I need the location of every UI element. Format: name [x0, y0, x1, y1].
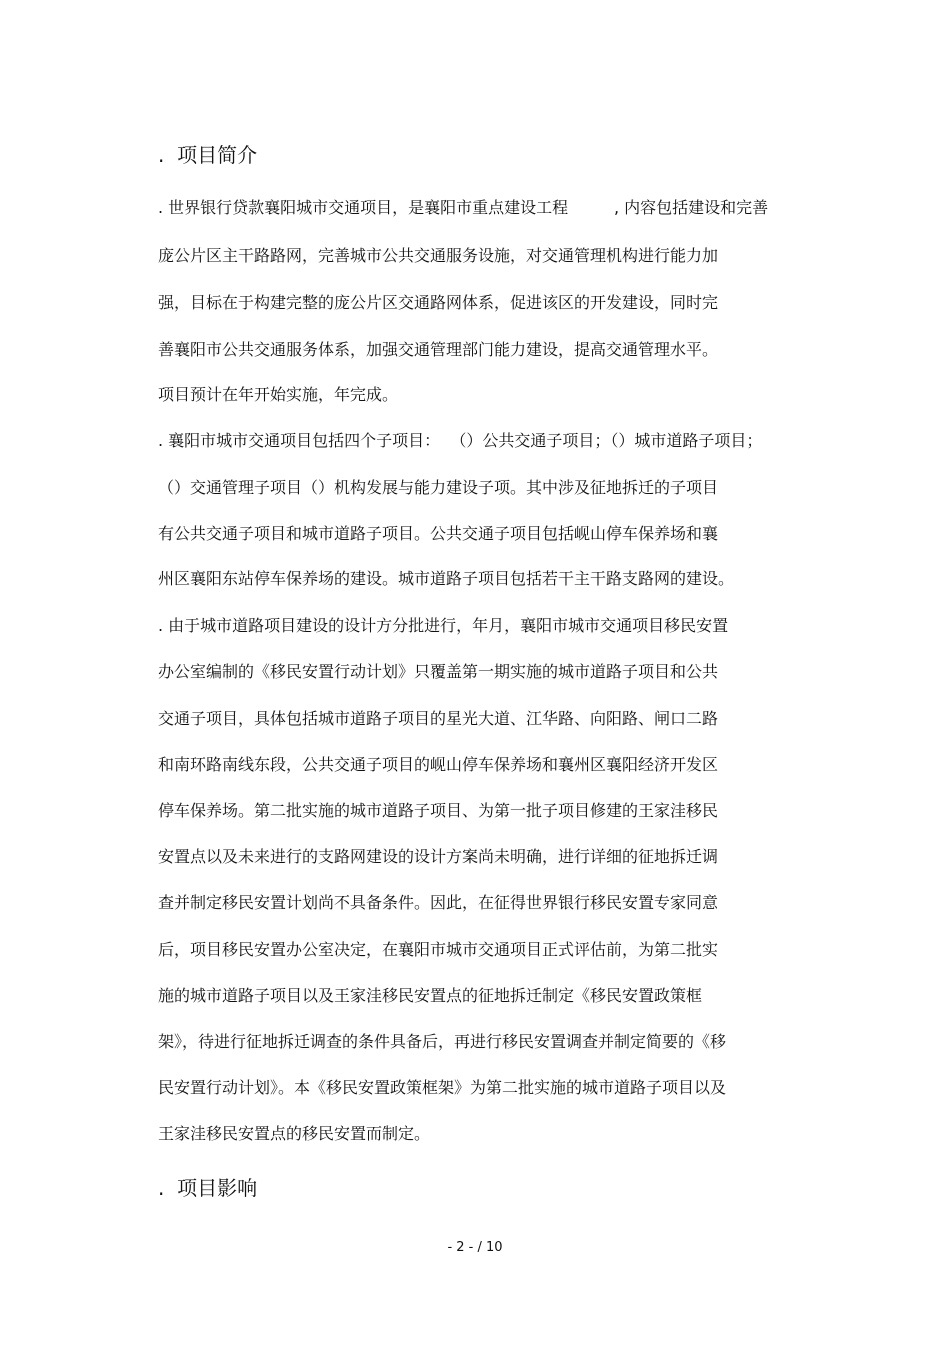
paragraph-line: （）交通管理子项目（）机构发展与能力建设子项。其中涉及征地拆迁的子项目 [158, 478, 719, 497]
paragraph-line: 民安置行动计划》。本《移民安置政策框架》为第二批实施的城市道路子项目以及 [158, 1078, 727, 1097]
paragraph-line: 停车保养场。第二批实施的城市道路子项目、为第一批子项目修建的王家洼移民 [158, 801, 719, 820]
paragraph-line: 安置点以及未来进行的支路网建设的设计方案尚未明确，进行详细的征地拆迁调 [158, 847, 719, 866]
section-heading-project-intro: . 项目简介 [158, 143, 258, 167]
paragraph-line: 查并制定移民安置计划尚不具备条件。因此，在征得世界银行移民安置专家同意 [158, 893, 719, 912]
paragraph-line: 强，目标在于构建完整的庞公片区交通路网体系，促进该区的开发建设，同时完 [158, 293, 719, 312]
paragraph-line: 办公室编制的《移民安置行动计划》只覆盖第一期实施的城市道路子项目和公共 [158, 662, 719, 681]
paragraph-line: 庞公片区主干路路网，完善城市公共交通服务设施，对交通管理机构进行能力加 [158, 246, 719, 265]
paragraph-line: 架》，待进行征地拆迁调查的条件具备后，再进行移民安置调查并制定简要的《移 [158, 1032, 727, 1051]
paragraph-line: 施的城市道路子项目以及王家洼移民安置点的征地拆迁制定《移民安置政策框 [158, 986, 703, 1005]
paragraph-line: . 由于城市道路项目建设的设计方分批进行，年月，襄阳市城市交通项目移民安置 [158, 616, 729, 635]
paragraph-line: 交通子项目，具体包括城市道路子项目的星光大道、江华路、向阳路、闸口二路 [158, 709, 719, 728]
paragraph-line: 后，项目移民安置办公室决定，在襄阳市城市交通项目正式评估前，为第二批实 [158, 940, 719, 959]
paragraph-line: 和南环路南线东段，公共交通子项目的岘山停车保养场和襄州区襄阳经济开发区 [158, 755, 719, 774]
paragraph-line: 王家洼移民安置点的移民安置而制定。 [158, 1124, 431, 1143]
paragraph-line: 有公共交通子项目和城市道路子项目。公共交通子项目包括岘山停车保养场和襄 [158, 524, 719, 543]
paragraph-line: 善襄阳市公共交通服务体系，加强交通管理部门能力建设，提高交通管理水平。 [158, 340, 719, 359]
paragraph-line: 项目预计在年开始实施，年完成。 [158, 385, 399, 404]
paragraph-line: 州区襄阳东站停车保养场的建设。城市道路子项目包括若干主干路支路网的建设。 [158, 569, 735, 588]
page-number: - 2 - / 10 [447, 1240, 503, 1255]
section-heading-project-impact: . 项目影响 [158, 1176, 258, 1200]
paragraph-line: . 世界银行贷款襄阳城市交通项目，是襄阳市重点建设工程 , 内容包括建设和完善 [158, 198, 769, 217]
paragraph-line: . 襄阳市城市交通项目包括四个子项目： （）公共交通子项目；（）城市道路子项目； [158, 431, 763, 450]
